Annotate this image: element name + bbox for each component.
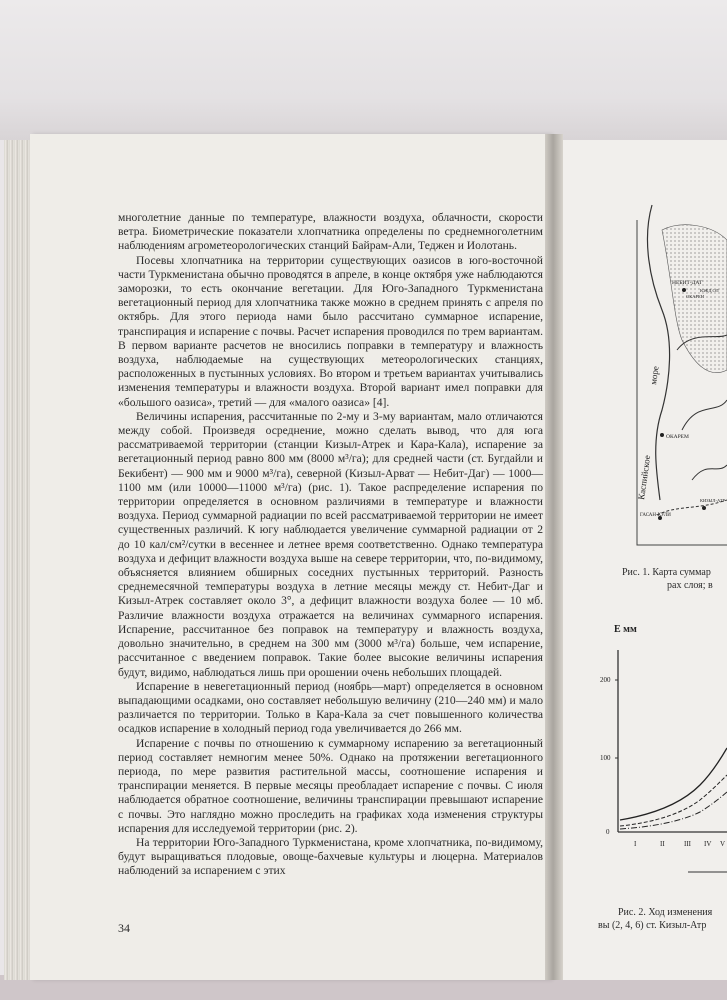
map-figure (622, 200, 727, 555)
body-text (118, 211, 543, 879)
x-tick-1: I (634, 840, 637, 848)
figure-2-caption-line-2: вы (2, 4, 6) ст. Кизыл-Атр (598, 920, 707, 931)
label-sea-2: море (648, 365, 661, 386)
curve-dashed (620, 775, 727, 826)
paragraph-1: многолетние данные по температуре, влажности воздуха, облачности, скорости ветра. Биометрические показатели хлопчатника определены по среднемноголетним наблюдениям агрометеорологических станций Байрам-Али, Теджен и Иолотань. (118, 211, 543, 253)
label-nebit-dag-2: ЮЖД.ОЛ (700, 288, 719, 293)
x-tick-5: V (720, 840, 726, 848)
page-number: 34 (118, 921, 130, 935)
graph-svg (600, 620, 727, 890)
y-axis-label: Е мм (614, 624, 637, 635)
isoline-2 (682, 400, 727, 430)
y-tick-200: 200 (600, 676, 611, 684)
figure-1-caption-line-2: рах слоя; в (667, 580, 713, 591)
station-okarem (660, 433, 664, 437)
figure-1-caption-line-1: Рис. 1. Карта суммар (622, 567, 711, 578)
curve-solid (620, 748, 727, 820)
paragraph-4: Испарение в невегетационный период (ноябрь—март) определяется в основном выпадающими осадками, оно составляет небольшую величину (210—240 мм) и мало различается по территории. Только в Кара-Кала за счет повышенного количества осадков испарение в холодный период года увеличивается до 266 мм. (118, 679, 543, 736)
label-nebit-dag: НЕБИТ-ДАГ (672, 280, 703, 286)
book-gutter (545, 134, 563, 980)
paragraph-3: Величины испарения, рассчитанные по 2-му и 3-му вариантам, мало отличаются между собой. Произведя осреднение, можно сделать вывод, что для юга рассматриваемой территории (станции Кизыл-Атрек и Кара-Кала), испарение за вегетационный период равно 800 мм (8000 м³/га); для средней части (ст. Бугдайли и Бекибент) — 900 мм и 9000 м³/га), северной (Кизыл-Арват — Небит-Даг) — 1000—1100 мм (или 10000—11000 м³/га) (рис. 1). Такое распределение испарения по территории определяется в основном различиями в температуре и влажности воздуха. Период суммарной радиации по всей рассматриваемой территории не имеет существенных различий. К югу наблюдается увеличение суммарной радиации от 2 до 10 кал/см²/сутки в весеннее и летнее время соответственно. Однако температура воздуха и дефицит влажности воздуха выше на севере территории, что, по-видимому, объясняется влиянием обширных соседних пустынных территорий. Разность среднемесячной температуры воздуха в летние месяцы между ст. Небит-Даг и Кизыл-Атрек составляет около 3°, а дефицит влажности воздуха более — 10 мб. Различие влажности воздуха отражается на величинах суммарного испарения. Испарение, рассчитанное без поправок на температуру и влажность воздуха, довольно значительно, в среднем на 300 мм (3000 м³/га) больше, чем испарение, рассчитанное с введением поправок. Такие более высокие величины испарения будут, видимо, наблюдаться лишь при орошении очень небольших площадей. (118, 409, 543, 679)
graph-figure (600, 620, 727, 890)
label-sea-1: Каспийское (636, 454, 653, 501)
isoline-3 (692, 465, 727, 480)
curve-dashdot (620, 792, 727, 829)
x-tick-2: II (660, 840, 665, 848)
label-okarem: ОКАРЕМ (666, 434, 689, 440)
y-tick-0: 0 (606, 828, 610, 836)
station-nebit-dag (682, 288, 686, 292)
figure-2-caption-line-1: Рис. 2. Ход изменения (618, 907, 713, 918)
station-kyzyl-atrek (702, 506, 706, 510)
x-tick-3: III (684, 840, 691, 848)
y-tick-100: 100 (600, 754, 611, 762)
map-svg (622, 200, 727, 555)
label-hasan-kuli: ГАСАН-КУЛИ (640, 513, 671, 518)
x-tick-4: IV (704, 840, 712, 848)
background-top (0, 0, 727, 140)
label-kyzyl-atrek: КИЗЫЛ-АТР (700, 498, 726, 503)
paragraph-5: Испарение с почвы по отношению к суммарному испарению за вегетационный период составляет немногим менее 50%. Однако на протяжении вегетационного периода, по мере развития растительной массы, соотношение испарения и транспирации меняется. В первые месяцы преобладает испарение с почвы. С июля наблюдается обратное соотношение, величины транспирации превышают испарение с почвы. Это наглядно можно проследить на графиках хода изменения структуры испарения для исследуемой территории (рис. 2). (118, 736, 543, 835)
label-okaren: ОКАРЕН (686, 294, 705, 299)
paragraph-2: Посевы хлопчатника на территории существующих оазисов в юго-восточной части Туркменистана обычно проводятся в апреле, в конце октября уже наблюдаются заморозки, то есть окончание вегетации. Для Юго-Западного Туркменистана вегетационный период для хлопчатника также можно в среднем принять с апреля по октябрь. Для этого периода нами было рассчитано суммарное испарение, транспирация и испарение с почвы. Расчет испарения проводился по трем вариантам. В первом варианте расчетов не вносились поправки в температуру и влажность воздуха, наблюдаемые на существующих метеорологических станциях, расположенных в пустынных условиях. Во втором и третьем вариантах учитывались изменения температуры и влажности воздуха. Второй вариант имел поправки для «большого оазиса», третий — для «малого оазиса» [4]. (118, 253, 543, 409)
paragraph-6: На территории Юго-Западного Туркменистана, кроме хлопчатника, по-видимому, будут выращиваться плодовые, овоще-бахчевые культуры и люцерна. Материалов наблюдений за испарением с этих (118, 835, 543, 878)
